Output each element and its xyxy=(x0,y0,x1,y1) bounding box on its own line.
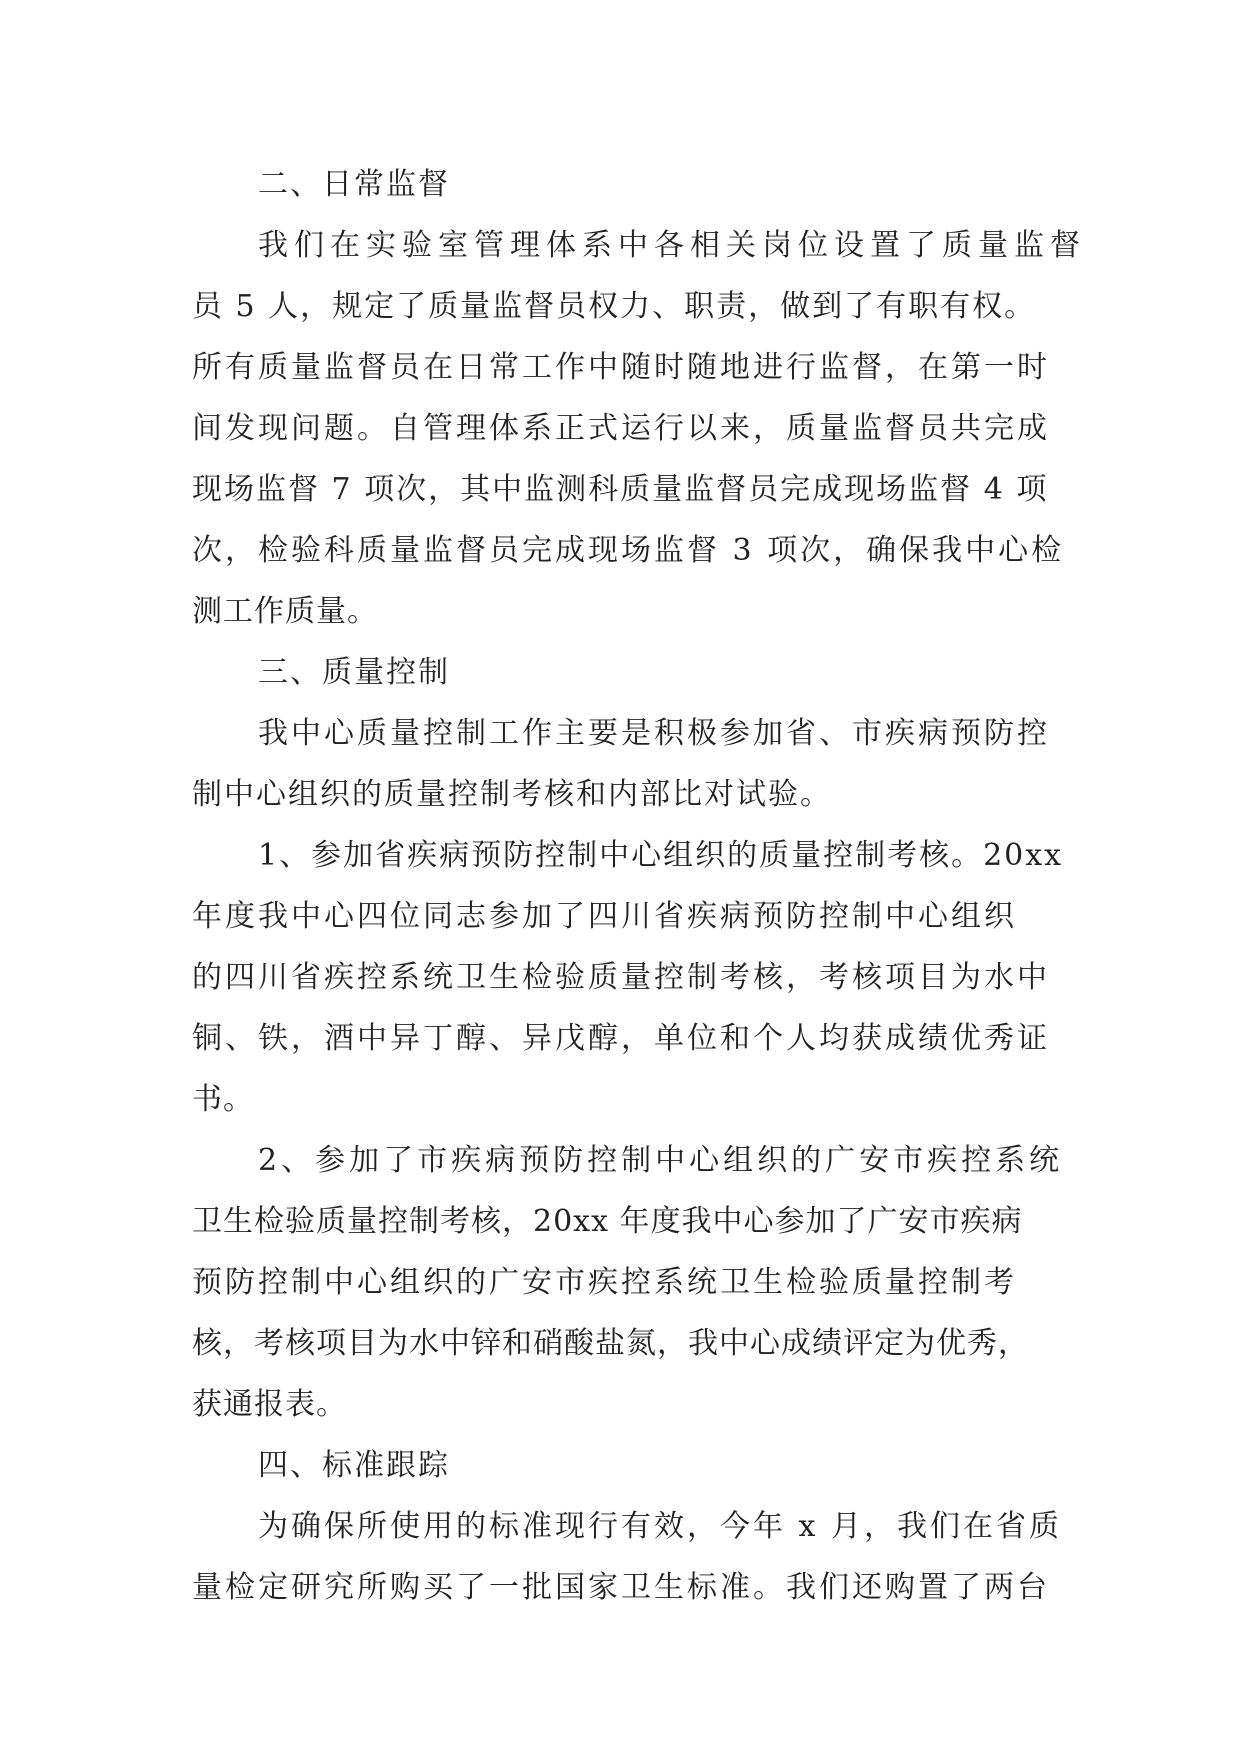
paragraph-line: 所有质量监督员在日常工作中随时随地进行监督，在第一时 xyxy=(192,350,1050,385)
paragraph-line: 铜、铁，酒中异丁醇、异戊醇，单位和个人均获成绩优秀证 xyxy=(192,1021,1050,1056)
section-heading-daily-supervision: 二、日常监督 xyxy=(258,167,450,202)
paragraph-line: 间发现问题。自管理体系正式运行以来，质量监督员共完成 xyxy=(192,411,1050,446)
paragraph-line: 2、参加了市疾病预防控制中心组织的广安市疾控系统 xyxy=(258,1143,1064,1178)
paragraph-line: 量检定研究所购买了一批国家卫生标准。我们还购置了两台 xyxy=(192,1570,1050,1605)
paragraph-line: 书。 xyxy=(192,1082,254,1117)
paragraph-line: 预防控制中心组织的广安市疾控系统卫生检验质量控制考 xyxy=(192,1265,1017,1300)
paragraph-line: 获通报表。 xyxy=(192,1387,347,1422)
section-heading-standard-tracking: 四、标准跟踪 xyxy=(258,1448,450,1483)
paragraph-line: 我中心质量控制工作主要是积极参加省、市疾病预防控 xyxy=(258,716,1050,751)
paragraph-line: 为确保所使用的标准现行有效，今年 x 月，我们在省质 xyxy=(258,1509,1062,1544)
paragraph-line: 制中心组织的质量控制考核和内部比对试验。 xyxy=(192,777,832,812)
paragraph-line: 卫生检验质量控制考核，20xx 年度我中心参加了广安市疾病 xyxy=(192,1204,1023,1239)
paragraph-line: 1、参加省疾病预防控制中心组织的质量控制考核。20xx xyxy=(258,838,1064,873)
section-heading-quality-control: 三、质量控制 xyxy=(258,655,450,690)
paragraph-line: 我们在实验室管理体系中各相关岗位设置了质量监督 xyxy=(258,228,1086,263)
paragraph-line: 测工作质量。 xyxy=(192,594,378,629)
paragraph-line: 的四川省疾控系统卫生检验质量控制考核，考核项目为水中 xyxy=(192,960,1050,995)
paragraph-line: 现场监督 7 项次，其中监测科质量监督员完成现场监督 4 项 xyxy=(192,472,1049,507)
paragraph-line: 次，检验科质量监督员完成现场监督 3 项次，确保我中心检 xyxy=(192,533,1065,568)
paragraph-line: 年度我中心四位同志参加了四川省疾病预防控制中心组织 xyxy=(192,899,1017,934)
paragraph-line: 核，考核项目为水中锌和硝酸盐氮，我中心成绩评定为优秀， xyxy=(192,1326,1029,1361)
paragraph-line: 员 5 人，规定了质量监督员权力、职责，做到了有职有权。 xyxy=(192,289,1037,324)
